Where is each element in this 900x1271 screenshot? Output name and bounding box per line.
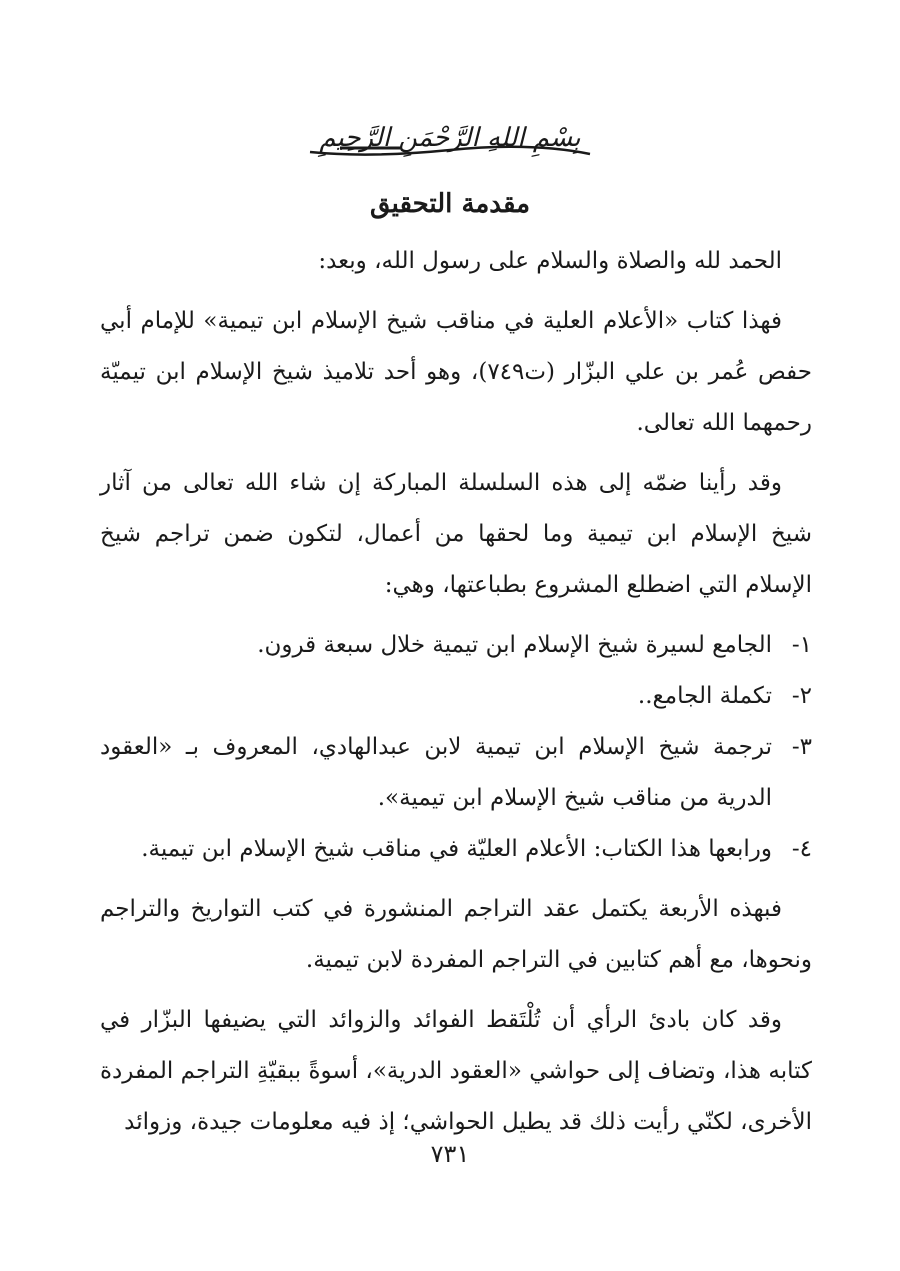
list-number: ٤- bbox=[791, 836, 812, 862]
page-number: ٧٣١ bbox=[430, 1140, 470, 1168]
page-title: مقدمة التحقيق bbox=[369, 189, 531, 219]
list-text: ترجمة شيخ الإسلام ابن تيمية لابن عبدالهادي، المعروف بـ «العقود الدرية من مناقب شيخ الإسلام ابن تيمية». bbox=[100, 734, 772, 811]
list-item bbox=[100, 722, 812, 824]
list-text: تكملة الجامع.. bbox=[637, 683, 772, 709]
basmala-calligraphy bbox=[250, 108, 650, 168]
list-text: الجامع لسيرة شيخ الإسلام ابن تيمية خلال سبعة قرون. bbox=[257, 632, 772, 658]
series-paragraph: وقد رأينا ضمّه إلى هذه السلسلة المباركة إن شاء الله تعالى من آثار شيخ الإسلام ابن تيمية وما لحقها من أعمال، لتكون ضمن تراجم شيخ الإسلام التي اضطلع المشروع بطباعتها، وهي: bbox=[100, 470, 812, 598]
method-paragraph: وقد كان بادئ الرأي أن تُلْتَقط الفوائد والزوائد التي يضيفها البزّار في كتابه هذا، وتضاف إلى حواشي «العقود الدرية»، أسوةً ببقيّةِ التراجم المفردة الأخرى، لكنّي رأيت ذلك قد يطيل الحواشي؛ إذ فيه معلومات جيدة، وزوائد bbox=[100, 1007, 812, 1135]
list-number: ٢- bbox=[791, 683, 812, 709]
list-number: ١- bbox=[791, 632, 812, 658]
page-body bbox=[100, 236, 812, 1157]
list-number: ٣- bbox=[791, 734, 812, 760]
basmala-flourish-icon bbox=[250, 108, 650, 168]
list-item bbox=[100, 671, 812, 722]
list-item bbox=[100, 824, 812, 875]
basmala-text: بِسْمِ اللهِ الرَّحْمَنِ الرَّحِيمِ bbox=[319, 123, 581, 153]
opening-paragraph: الحمد لله والصلاة والسلام على رسول الله، وبعد: bbox=[318, 248, 782, 274]
completion-paragraph: فبهذه الأربعة يكتمل عقد التراجم المنشورة في كتب التواريخ والتراجم ونحوها، مع أهم كتابين في التراجم المفردة لابن تيمية. bbox=[100, 896, 812, 973]
intro-paragraph: فهذا كتاب «الأعلام العلية في مناقب شيخ الإسلام ابن تيمية» للإمام أبي حفص عُمر بن علي البزّار (ت٧٤٩)، وهو أحد تلاميذ شيخ الإسلام ابن تيميّة رحمهما الله تعالى. bbox=[100, 308, 812, 436]
list-text: ورابعها هذا الكتاب: الأعلام العليّة في مناقب شيخ الإسلام ابن تيمية. bbox=[141, 836, 772, 862]
list-item bbox=[100, 620, 812, 671]
works-list bbox=[100, 620, 812, 875]
